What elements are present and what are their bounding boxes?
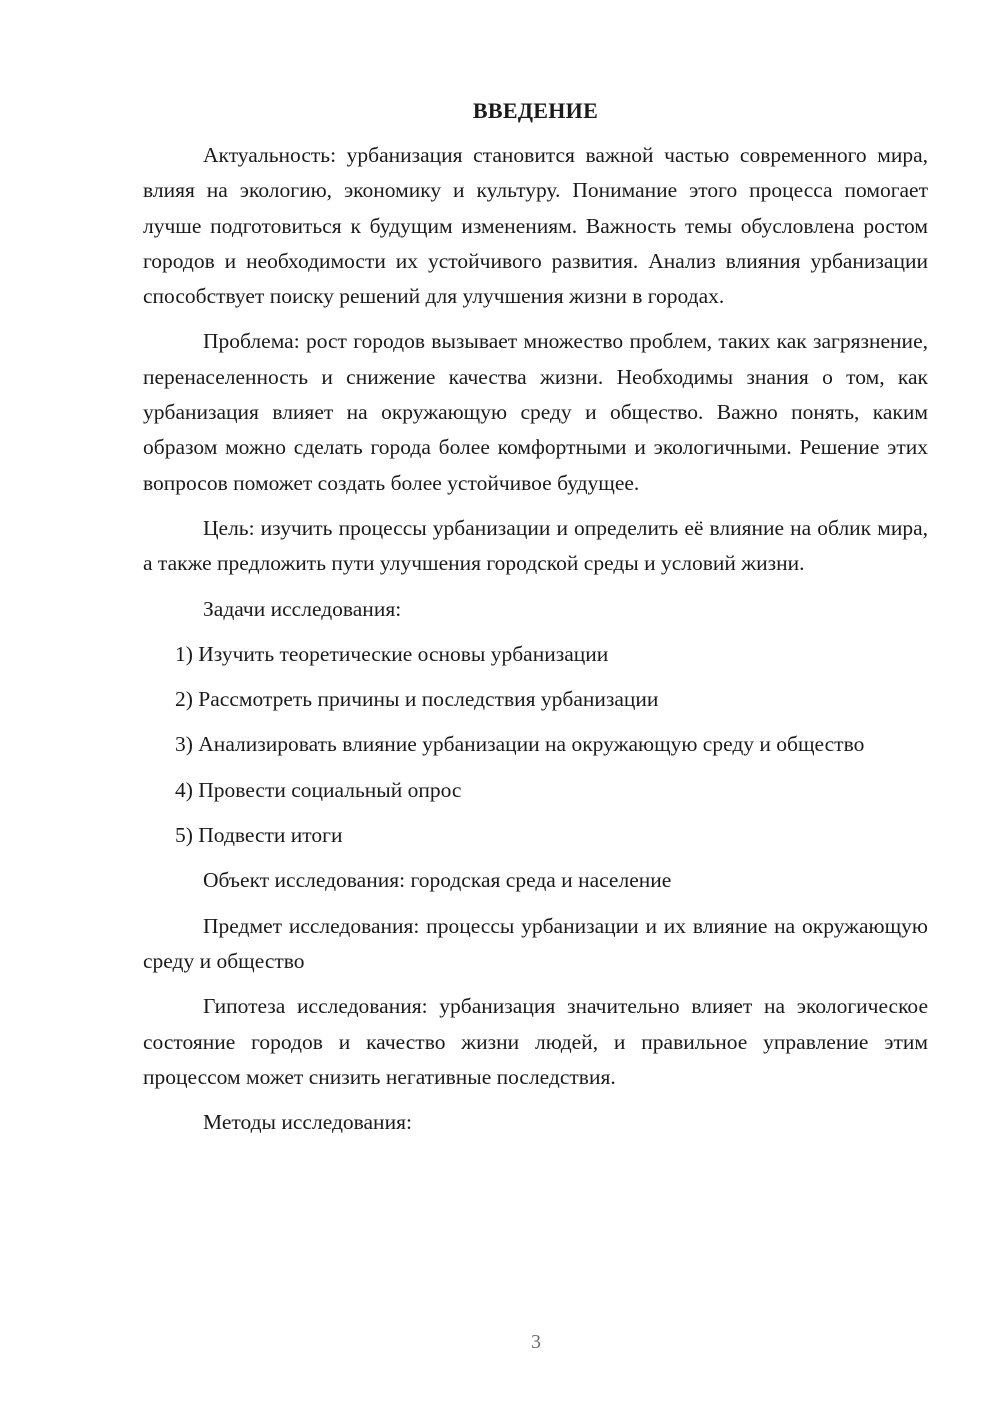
- methods-heading: Методы исследования:: [203, 1110, 412, 1135]
- hypothesis-paragraph: Гипотеза исследования: урбанизация значительно влияет на экологическое состояние городов и качество жизни людей, и правильное управление этим процессом может снизить негативные последствия.: [143, 994, 928, 1089]
- page-number: 3: [531, 1331, 541, 1353]
- task-item-2: 2) Рассмотреть причины и последствия урбанизации: [175, 687, 659, 712]
- relevance-paragraph: Актуальность: урбанизация становится важной частью современного мира, влияя на экологию, экономику и культуру. Понимание этого процесса помогает лучше подготовиться к будущим изменениям. Важность темы обусловлена ростом городов и необходимости их устойчивого развития. Анализ влияния урбанизации способствует поиску решений для улучшения жизни в городах.: [143, 143, 928, 309]
- tasks-list: [143, 637, 928, 853]
- problem-paragraph: Проблема: рост городов вызывает множество проблем, таких как загрязнение, перенаселенность и снижение качества жизни. Необходимы знания о том, как урбанизация влияет на окружающую среду и общество. Важно понять, каким образом можно сделать города более комфортными и экологичными. Решение этих вопросов поможет создать более устойчивое будущее.: [143, 329, 928, 495]
- task-item-5: 5) Подвести итоги: [175, 823, 343, 848]
- goal-paragraph: Цель: изучить процессы урбанизации и определить её влияние на облик мира, а также предложить пути улучшения городской среды и условий жизни.: [143, 515, 928, 576]
- tasks-heading: Задачи исследования:: [203, 596, 402, 621]
- task-item-3: 3) Анализировать влияние урбанизации на окружающую среду и общество: [175, 732, 865, 757]
- research-object-paragraph: Объект исследования: городская среда и население: [203, 868, 672, 893]
- task-item-4: 4) Провести социальный опрос: [175, 777, 462, 802]
- task-item-1: 1) Изучить теоретические основы урбанизации: [175, 641, 609, 666]
- document-body: [143, 93, 928, 1150]
- page-title: ВВЕДЕНИЕ: [472, 98, 599, 123]
- research-subject-paragraph: Предмет исследования: процессы урбанизации и их влияние на окружающую среду и общество: [143, 913, 928, 973]
